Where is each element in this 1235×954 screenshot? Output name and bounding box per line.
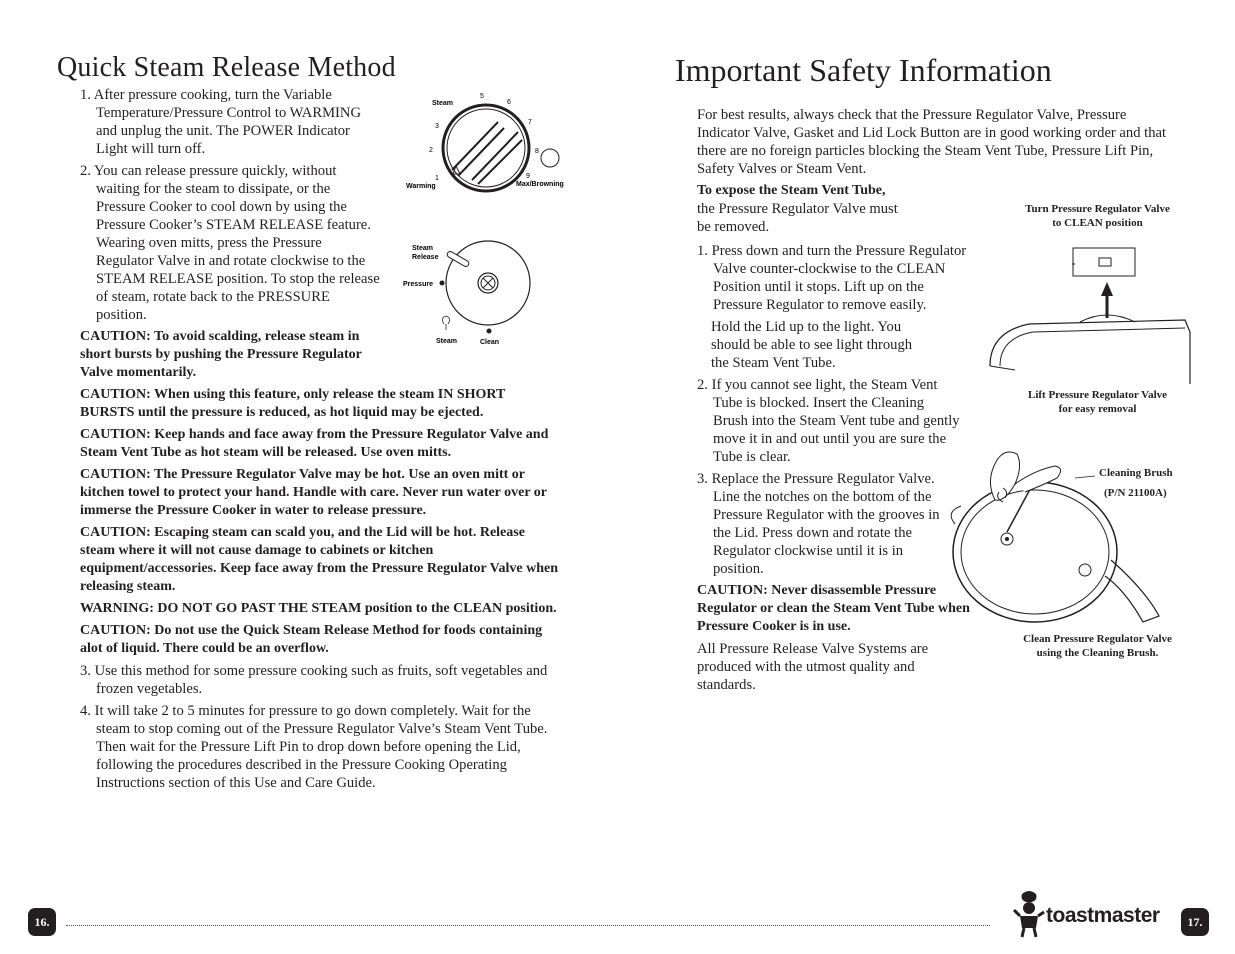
valve-label-pressure: Pressure <box>403 281 433 288</box>
page-number-right: 17. <box>1181 908 1209 936</box>
dial-label-steam: Steam <box>432 100 454 107</box>
brand-wordmark: toastmaster <box>1046 904 1160 927</box>
caution-3: CAUTION: Keep hands and face away from the Pressure Regulator Valve and Steam Vent Tube as hot steam will be released. Use oven mitts. <box>80 427 549 460</box>
caption-cleaning-brush: Cleaning Brush <box>1099 467 1173 479</box>
left-column-bottom <box>80 386 558 792</box>
valve-label-clean: Clean <box>480 339 500 346</box>
clean-step-1: 1. Press down and turn the Pressure Regulator Valve counter-clockwise to the CLEAN Position until it stops. Lift up on the Pressure Regulator to remove easily. <box>697 243 967 313</box>
dial-tick-9: 9 <box>526 173 530 180</box>
right-page-title: Important Safety Information <box>675 52 1052 88</box>
right-caution: CAUTION: Never disassemble Pressure Regulator or clean the Steam Vent Tube when Pressure Cooker is in use. <box>697 583 970 634</box>
clean-step-3: 3. Replace the Pressure Regulator Valve. Line the notches on the bottom of the Pressure Regulator with the grooves in the Lid. Press down and rotate the Regulator clockwise until it is in position. <box>697 471 940 577</box>
hold-lid-text: Hold the Lid up to the light. You should be able to see light through the Steam Vent Tube. <box>711 319 913 371</box>
dial-tick-5: 5 <box>480 93 484 100</box>
caption-lift-regulator: Lift Pressure Regulator Valve for easy removal <box>1027 389 1168 415</box>
caption-part-number: (P/N 21100A) <box>1104 487 1167 499</box>
expose-text: the Pressure Regulator Valve must be removed. <box>697 201 898 235</box>
step-1: 1. After pressure cooking, turn the Variable Temperature/Pressure Control to WARMING and unplug the unit. The POWER Indicator Light will turn off. <box>80 87 361 157</box>
step-3: 3. Use this method for some pressure cooking such as fruits, soft vegetables and frozen vegetables. <box>80 663 548 697</box>
intro-paragraph: For best results, always check that the Pressure Regulator Valve, Pressure Indicator Valve, Gasket and Lid Lock Button are in good working order and that there are no foreign particles blocking the Steam Vent Tube, Pressure Lift Pin, Safety Valves or Steam Vent. <box>697 107 1167 177</box>
valve-label-steam-release-2: Release <box>412 254 439 261</box>
valve-label-steam: Steam <box>436 338 458 345</box>
closing-text: All Pressure Release Valve Systems are produced with the utmost quality and standards. <box>697 641 929 693</box>
right-column <box>697 182 977 694</box>
page-number-left: 16. <box>28 908 56 936</box>
footer-divider <box>66 925 990 926</box>
regulator-removal-illustration <box>985 236 1200 384</box>
warning: WARNING: DO NOT GO PAST THE STEAM position to the CLEAN position. <box>80 601 557 616</box>
step-2: 2. You can release pressure quickly, without waiting for the steam to dissipate, or the Pressure Cooker to cool down by using the Pressure Cooker’s STEAM RELEASE feature. Wearing oven mitts, press the Pressure Regulator Valve in and rotate clockwise to the STEAM RELEASE position. To stop the release of steam, rotate back to the PRESSURE position. <box>80 163 380 323</box>
left-column-top <box>80 86 380 382</box>
step-4: 4. It will take 2 to 5 minutes for pressure to go down completely. Wait for the steam to stop coming out of the Pressure Regulator Valve’s Steam Vent Tube. Then wait for the Pressure Lift Pin to drop down before opening the Lid, following the procedures described in the Pressure Cooking Operating Instructions section of this Use and Care Guide. <box>80 703 548 791</box>
caution-4: CAUTION: The Pressure Regulator Valve may be hot. Use an oven mitt or kitchen towel to protect your hand. Handle with care. Never run water over or immerse the Pressure Cooker in water to release pressure. <box>80 467 547 518</box>
dial-tick-8: 8 <box>535 148 539 155</box>
caution-5: CAUTION: Escaping steam can scald you, and the Lid will be hot. Release steam where it will not cause damage to cabinets or kitchen equipment/accessories. Keep face away from the Pressure Regulator Valve when releasing steam. <box>80 525 559 594</box>
dial-tick-6: 6 <box>507 99 511 106</box>
temperature-dial-illustration <box>400 88 580 198</box>
caution-2: CAUTION: When using this feature, only release the steam IN SHORT BURSTS until the pressure is reduced, as hot liquid may be ejected. <box>80 387 506 420</box>
caption-turn-regulator: Turn Pressure Regulator Valve to CLEAN position <box>1025 203 1170 229</box>
caution-1: CAUTION: To avoid scalding, release steam in short bursts by pushing the Pressure Regulator Valve momentarily. <box>80 329 362 380</box>
left-page-title: Quick Steam Release Method <box>57 52 396 83</box>
caution-6: CAUTION: Do not use the Quick Steam Release Method for foods containing alot of liquid. There could be an overflow. <box>80 623 543 656</box>
dial-label-max-browning: Max/Browning <box>516 181 564 188</box>
caption-clean-regulator: Clean Pressure Regulator Valve using the Cleaning Brush. <box>1023 633 1172 659</box>
dial-tick-7: 7 <box>528 119 532 126</box>
expose-heading: To expose the Steam Vent Tube, <box>697 183 886 198</box>
valve-label-steam-release-1: Steam <box>412 245 434 252</box>
pressure-valve-illustration <box>400 236 540 348</box>
chef-mascot-icon <box>1012 888 1046 938</box>
clean-step-2: 2. If you cannot see light, the Steam Vent Tube is blocked. Insert the Cleaning Brush into the Steam Vent tube and gently move it in and out until you are sure the Tube is clear. <box>697 377 960 465</box>
dial-label-warming: Warming <box>406 183 436 190</box>
dial-tick-2: 2 <box>429 147 433 154</box>
dial-tick-1: 1 <box>435 175 439 182</box>
dial-tick-3: 3 <box>435 123 439 130</box>
toastmaster-logo <box>1012 888 1174 938</box>
